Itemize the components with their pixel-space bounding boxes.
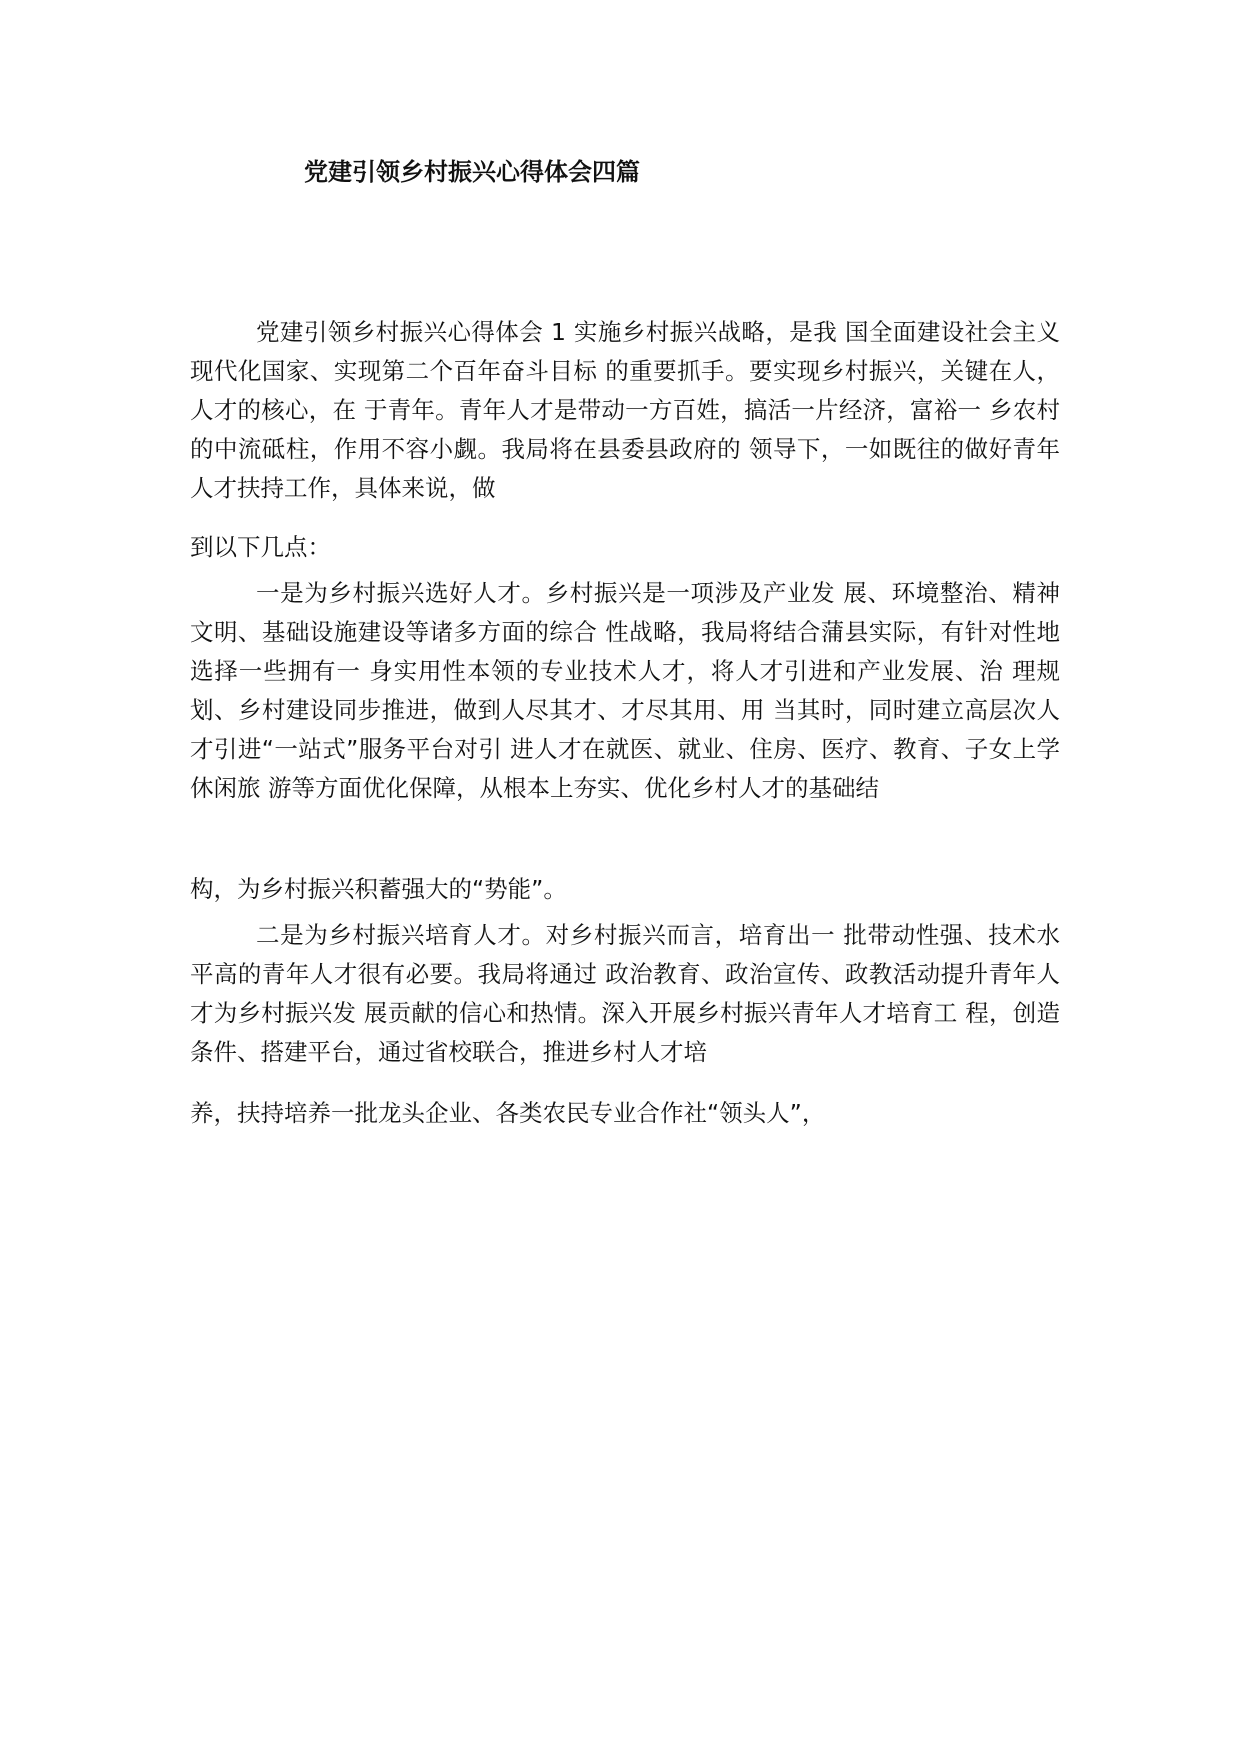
paragraph-point-two-continued xyxy=(190,1094,1060,1133)
paragraph-text: 党建引领乡村振兴心得体会 1 实施乡村振兴战略，是我 国全面建设社会主义现代化国家、实现第二个百年奋斗目标 的重要抓手。要实现乡村振兴，关键在人，人才的核心，在 于青年。青年人才是带动一方百姓，搞活一片经济，富裕一 乡农村的中流砥柱，作用不容小觑。我局将在县委县政府的 领导下，一如既往的做好青年人才扶持工作，具体来说，做 xyxy=(190,318,1060,502)
paragraph-point-one-continued xyxy=(190,870,1060,909)
paragraph-point-one xyxy=(190,574,1060,808)
paragraph-text: 一是为乡村振兴选好人才。乡村振兴是一项涉及产业发 展、环境整治、精神文明、基础设施建设等诸多方面的综合 性战略，我局将结合蒲县实际，有针对性地选择一些拥有一 身实用性本领的专业技术人才，将人才引进和产业发展、治 理规划、乡村建设同步推进，做到人尽其才、才尽其用、用 当其时，同时建立高层次人才引进“一站式”服务平台对引 进人才在就医、就业、住房、医疗、教育、子女上学休闲旅 游等方面优化保障，从根本上夯实、优化乡村人才的基础结 xyxy=(190,579,1060,802)
paragraph-text: 构，为乡村振兴积蓄强大的“势能”。 xyxy=(190,875,567,903)
document-title: 党建引领乡村振兴心得体会四篇 xyxy=(304,158,640,186)
paragraph-text: 二是为乡村振兴培育人才。对乡村振兴而言，培育出一 批带动性强、技术水平高的青年人才很有必要。我局将通过 政治教育、政治宣传、政教活动提升青年人才为乡村振兴发 展贡献的信心和热情。深入开展乡村振兴青年人才培育工 程，创造条件、搭建平台，通过省校联合，推进乡村人才培 xyxy=(190,921,1060,1066)
paragraph-point-two xyxy=(190,916,1060,1072)
paragraph-text: 到以下几点： xyxy=(190,533,331,561)
paragraph-intro xyxy=(190,313,1060,508)
paragraph-intro-continued xyxy=(190,528,1060,567)
paragraph-text: 养，扶持培养一批龙头企业、各类农民专业合作社“领头人”， xyxy=(190,1099,826,1127)
